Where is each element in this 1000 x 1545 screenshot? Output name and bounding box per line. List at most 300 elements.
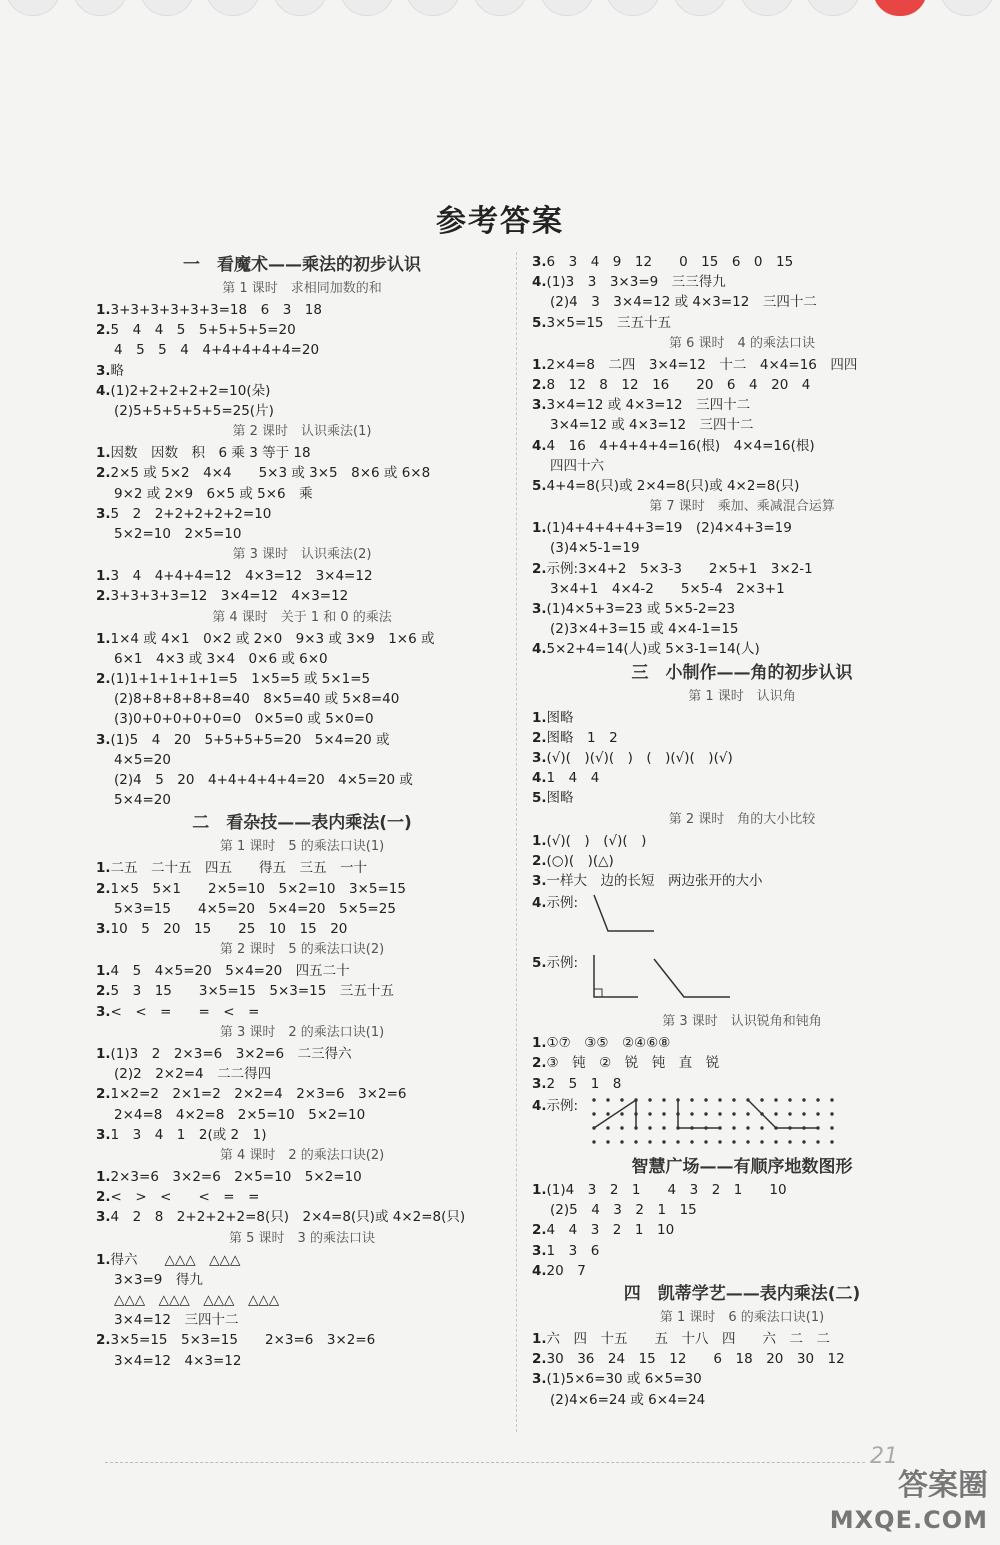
question-number: 3. <box>96 362 111 379</box>
obtuse-angle-line <box>654 959 730 997</box>
answer-text: 示例: <box>546 955 579 972</box>
tab-shape-active <box>873 0 927 16</box>
lesson-heading: 第 2 课时 5 的乘法口诀(2) <box>219 942 385 958</box>
left-column <box>96 252 508 1371</box>
answer-text: 5 4 4 5 5+5+5+5=20 <box>110 322 296 339</box>
answer-line <box>532 1261 952 1281</box>
answer-line <box>532 559 952 579</box>
answer-line <box>532 619 952 639</box>
grid-dot <box>774 1140 777 1143</box>
answer-text: (1)3 3 3×3=9 三三得九 <box>546 274 726 291</box>
answer-line <box>96 899 508 919</box>
answer-text: 得六 △△△ △△△ <box>110 1251 241 1268</box>
answer-line <box>532 1220 952 1240</box>
answer-line <box>96 361 508 381</box>
answer-text: 1×5 5×1 2×5=10 5×2=10 3×5=15 <box>110 880 406 897</box>
grid-dot <box>732 1140 735 1143</box>
answer-line <box>96 1330 508 1350</box>
answer-line <box>96 919 508 939</box>
lesson-heading: 第 5 课时 3 的乘法口诀 <box>229 1230 375 1246</box>
answer-line <box>532 375 952 395</box>
unit-heading: 智慧广场——有顺序地数图形 <box>631 1156 853 1177</box>
page-number: 21 <box>870 1444 898 1469</box>
answer-text: 4×5=20 <box>114 751 171 768</box>
question-number: 3. <box>96 1126 111 1143</box>
grid-dot <box>774 1098 777 1101</box>
grid-dot <box>634 1140 637 1143</box>
question-number: 2. <box>532 377 547 394</box>
grid-dot <box>662 1140 665 1143</box>
grid-dot <box>816 1112 819 1115</box>
question-number: 4. <box>96 382 111 399</box>
grid-dot <box>746 1140 749 1143</box>
answer-text: 示例:3×4+2 5×3-3 2×5+1 3×2-1 <box>546 560 813 577</box>
answer-text: 4 16 4+4+4+4=16(根) 4×4=16(根) <box>546 437 815 454</box>
angle-figure <box>588 951 908 1011</box>
answer-text: 1×4 或 4×1 0×2 或 2×0 9×3 或 3×9 1×6 或 <box>110 630 435 647</box>
answer-line <box>532 1390 952 1410</box>
answer-line <box>96 1187 508 1207</box>
tab-shape <box>140 0 194 16</box>
answer-line <box>532 851 952 871</box>
tab-shape <box>206 0 260 16</box>
question-number: 2. <box>96 671 111 688</box>
grid-dot <box>732 1098 735 1101</box>
grid-dot <box>690 1112 693 1115</box>
answer-text: 六 四 十五 五 十八 四 六 二 二 <box>546 1330 831 1347</box>
question-number: 5. <box>532 314 547 331</box>
grid-dot <box>802 1140 805 1143</box>
answer-text: 3×4+1 4×4-2 5×5-4 2×3+1 <box>550 580 785 597</box>
unit-heading: 三 小制作——角的初步认识 <box>631 662 853 683</box>
answer-line <box>96 629 508 649</box>
answer-text: 4 2 8 2+2+2+2=8(只) 2×4=8(只)或 4×2=8(只) <box>110 1209 466 1226</box>
grid-dot <box>592 1098 595 1101</box>
grid-dot <box>704 1112 707 1115</box>
question-number: 1. <box>96 630 111 647</box>
watermark <box>828 1460 988 1540</box>
answer-text: (1)4×5+3=23 或 5×5-2=23 <box>546 601 736 618</box>
answer-line <box>532 579 952 599</box>
answer-text: (3)0+0+0+0+0=0 0×5=0 或 5×0=0 <box>114 711 374 728</box>
tab-shape <box>6 0 60 16</box>
answer-line <box>96 586 508 606</box>
grid-dot <box>620 1098 623 1101</box>
answer-text: 4 5 4×5=20 5×4=20 四五二十 <box>110 963 350 980</box>
answer-text: 因数 因数 积 6 乘 3 等于 18 <box>110 445 311 462</box>
unit-heading: 一 看魔术——乘法的初步认识 <box>183 255 421 275</box>
grid-dot <box>690 1098 693 1101</box>
answer-text: 1×2=2 2×1=2 2×2=4 2×3=6 3×2=6 <box>110 1086 407 1103</box>
question-number: 1. <box>96 963 111 980</box>
question-number: 2. <box>532 560 547 577</box>
obtuse-angle-line <box>748 1100 818 1128</box>
answer-line <box>96 770 508 790</box>
answer-line <box>532 708 952 728</box>
question-number: 1. <box>96 1045 111 1062</box>
answer-text: 4 5 5 4 4+4+4+4+4=20 <box>114 342 320 359</box>
grid-dot <box>676 1140 679 1143</box>
answer-line <box>96 381 508 401</box>
question-number: 4. <box>532 437 547 454</box>
answer-text: (1)4+4+4+4+3=19 (2)4×4+3=19 <box>546 520 792 537</box>
grid-dot <box>718 1112 721 1115</box>
tab-shape <box>406 0 460 16</box>
answer-text: (√)( ) (√)( ) <box>546 832 647 849</box>
answer-line <box>96 879 508 899</box>
grid-dot <box>704 1098 707 1101</box>
answer-text: 6 3 4 9 12 0 15 6 0 15 <box>546 254 794 270</box>
answer-text: 1 3 6 <box>546 1242 600 1259</box>
tab-shape <box>73 0 127 16</box>
answer-text: (2)8+8+8+8+8=40 8×5=40 或 5×8=40 <box>114 691 400 708</box>
answer-line <box>532 599 952 619</box>
footer-rule <box>105 1462 865 1463</box>
answer-text: 10 5 20 15 25 10 15 20 <box>110 921 348 938</box>
page-title: 参考答案 <box>436 204 564 239</box>
answer-line <box>96 1064 508 1084</box>
answer-line <box>532 272 952 292</box>
answer-text: 示例: <box>546 895 579 912</box>
question-number: 1. <box>532 1330 547 1347</box>
unit-heading: 四 凯蒂学艺——表内乘法(二) <box>623 1283 861 1304</box>
tab-shape <box>540 0 594 16</box>
tab-shape <box>273 0 327 16</box>
unit-heading: 二 看杂技——表内乘法(一) <box>192 813 412 834</box>
answer-figure <box>532 891 952 951</box>
answer-line <box>532 748 952 768</box>
answer-text: (1)5 4 20 5+5+5+5=20 5×4=20 或 <box>110 731 390 748</box>
tab-shape <box>473 0 527 16</box>
lesson-heading: 第 3 课时 2 的乘法口诀(1) <box>219 1024 385 1040</box>
answer-line <box>532 1369 952 1389</box>
answer-line <box>532 1349 952 1369</box>
answer-line <box>96 484 508 504</box>
tab-shape <box>940 0 994 16</box>
answer-text: (1)2+2+2+2+2=10(朵) <box>110 382 271 399</box>
grid-dot <box>620 1140 623 1143</box>
acute-angle-line <box>594 1100 636 1128</box>
question-number: 2. <box>532 729 547 746</box>
question-number: 2. <box>532 852 547 869</box>
answer-line <box>96 790 508 810</box>
answer-text: (2)3×4+3=15 或 4×4-1=15 <box>550 621 739 638</box>
grid-dot <box>830 1112 833 1115</box>
question-number: 1. <box>532 1035 547 1052</box>
answer-text: (○)( )(△) <box>546 852 614 869</box>
grid-dot <box>788 1098 791 1101</box>
answer-text: 略 <box>110 362 125 379</box>
answer-line <box>96 566 508 586</box>
answer-line <box>532 395 952 415</box>
lesson-heading: 第 6 课时 4 的乘法口诀 <box>669 335 815 351</box>
answer-text: 20 7 <box>546 1262 586 1279</box>
question-number: 5. <box>532 955 547 972</box>
answer-line <box>96 340 508 360</box>
grid-dot <box>704 1140 707 1143</box>
grid-dot <box>606 1098 609 1101</box>
answer-text: ①⑦ ③⑤ ②④⑥⑧ <box>546 1035 671 1052</box>
question-number: 2. <box>96 588 111 605</box>
grid-dot <box>760 1140 763 1143</box>
question-number: 1. <box>96 1251 111 1268</box>
question-number: 1. <box>96 302 111 318</box>
question-number: 3. <box>96 1209 111 1226</box>
answer-line <box>96 649 508 669</box>
answer-line <box>532 1074 952 1094</box>
right-column <box>532 252 952 1410</box>
answer-line <box>532 415 952 435</box>
question-number: 4. <box>532 895 547 912</box>
answer-text: 30 36 24 15 12 6 18 20 30 12 <box>546 1351 845 1368</box>
answer-text: (2)4×6=24 或 6×4=24 <box>550 1391 706 1408</box>
question-number: 3. <box>532 397 547 414</box>
answer-text: 3 4 4+4+4=12 4×3=12 3×4=12 <box>110 568 373 585</box>
answer-line <box>96 524 508 544</box>
answer-text: 示例: <box>546 1097 579 1114</box>
question-number: 2. <box>96 983 111 1000</box>
question-number: 2. <box>96 1332 111 1349</box>
answer-line <box>532 1033 952 1053</box>
grid-dot <box>732 1112 735 1115</box>
answer-text: 1 3 4 1 2(或 2 1) <box>110 1126 267 1143</box>
answer-line <box>532 831 952 851</box>
question-number: 3. <box>96 921 111 938</box>
question-number: 1. <box>96 860 111 877</box>
answer-text: 3×3=9 得九 <box>114 1271 203 1288</box>
lesson-heading: 第 1 课时 6 的乘法口诀(1) <box>659 1309 825 1325</box>
question-number: 1. <box>532 709 547 726</box>
question-number: 4. <box>532 770 547 787</box>
answer-text: 6×1 4×3 或 3×4 0×6 或 6×0 <box>114 650 328 667</box>
lesson-heading: 第 1 课时 求相同加数的和 <box>222 281 382 296</box>
answer-text: 3×4=12 或 4×3=12 三四十二 <box>550 417 754 434</box>
answer-line <box>532 639 952 659</box>
angle-figure <box>588 891 908 951</box>
answer-line <box>96 1105 508 1125</box>
answer-text: (2)4 3 3×4=12 或 4×3=12 三四十二 <box>550 294 817 311</box>
tab-shape <box>340 0 394 16</box>
answer-line <box>96 1002 508 1022</box>
grid-dot <box>746 1126 749 1129</box>
answer-line <box>96 689 508 709</box>
answer-text: (1)1+1+1+1+1=5 1×5=5 或 5×1=5 <box>110 671 371 688</box>
answer-line <box>96 1084 508 1104</box>
answer-text: 1 4 4 <box>546 770 600 787</box>
answer-text: 3×4=12 三四十二 <box>114 1312 239 1329</box>
question-number: 1. <box>96 1168 111 1185</box>
answer-line <box>96 961 508 981</box>
grid-dot <box>606 1112 609 1115</box>
answer-line <box>532 355 952 375</box>
lesson-heading: 第 2 课时 认识乘法(1) <box>232 424 372 440</box>
answer-line <box>532 788 952 808</box>
answer-text: 四四十六 <box>550 457 604 474</box>
answer-line <box>96 1290 508 1310</box>
answer-line <box>532 1200 952 1220</box>
answer-line <box>96 730 508 750</box>
answer-text: 5×2=10 2×5=10 <box>114 526 242 543</box>
question-number: 3. <box>96 1003 111 1020</box>
answer-text: △△△ △△△ △△△ △△△ <box>114 1291 280 1308</box>
question-number: 1. <box>532 520 547 537</box>
answer-line <box>96 1270 508 1290</box>
answer-line <box>532 871 952 891</box>
answer-line <box>532 313 952 333</box>
grid-dot <box>774 1112 777 1115</box>
answer-text: (2)5+5+5+5+5=25(片) <box>114 403 274 420</box>
answer-text: 5 2 2+2+2+2+2=10 <box>110 505 272 522</box>
question-number: 2. <box>532 1055 547 1072</box>
answer-line <box>532 1241 952 1261</box>
tab-shape <box>673 0 727 16</box>
grid-dot <box>606 1126 609 1129</box>
grid-dot <box>746 1112 749 1115</box>
lesson-heading: 第 3 课时 认识乘法(2) <box>232 547 372 563</box>
answer-text: (2)4 5 20 4+4+4+4+4=20 4×5=20 或 <box>114 772 413 789</box>
column-divider <box>516 252 517 1432</box>
answer-line <box>532 538 952 558</box>
grid-dot <box>690 1140 693 1143</box>
answer-line <box>532 893 578 913</box>
question-number: 3. <box>532 601 547 618</box>
grid-dot <box>648 1126 651 1129</box>
right-angle-line <box>678 1100 720 1128</box>
answer-text: 2×4=8 二四 3×4=12 十二 4×4=16 四四 <box>546 356 858 373</box>
question-number: 3. <box>96 731 111 748</box>
right-angle-mark <box>594 989 602 997</box>
answer-text: (√)( )(√)( ) ( )(√)( )(√) <box>546 750 733 767</box>
grid-dot <box>592 1140 595 1143</box>
question-number: 4. <box>532 1262 547 1279</box>
answer-text: 3×5=15 三五十五 <box>546 314 672 331</box>
question-number: 1. <box>96 568 111 585</box>
lesson-heading: 第 4 课时 关于 1 和 0 的乘法 <box>212 609 392 625</box>
answer-line <box>532 436 952 456</box>
answer-text: 2×3=6 3×2=6 2×5=10 5×2=10 <box>110 1168 362 1185</box>
answer-line <box>96 981 508 1001</box>
lesson-heading: 第 3 课时 认识锐角和钝角 <box>662 1014 822 1030</box>
answer-text: < > < < = = <box>110 1189 260 1206</box>
answer-line <box>532 292 952 312</box>
question-number: 2. <box>532 1351 547 1368</box>
tab-shape <box>806 0 860 16</box>
answer-text: 8 12 8 12 16 20 6 4 20 4 <box>546 377 811 394</box>
answer-text: (2)5 4 3 2 1 15 <box>550 1202 697 1219</box>
answer-text: < < = = < = <box>110 1003 260 1020</box>
grid-dot <box>830 1098 833 1101</box>
grid-dot <box>760 1098 763 1101</box>
question-number: 2. <box>96 880 111 897</box>
answer-line <box>96 858 508 878</box>
answer-line <box>96 1207 508 1227</box>
answer-text: (1)3 2 2×3=6 3×2=6 二三得六 <box>110 1045 352 1062</box>
answer-line <box>532 953 578 973</box>
answer-line <box>96 401 508 421</box>
answer-figure <box>532 951 952 1011</box>
tab-shape <box>740 0 794 16</box>
answer-line <box>96 504 508 524</box>
watermark-url: MXQE.COM <box>829 1506 988 1534</box>
grid-dot <box>788 1112 791 1115</box>
question-number: 2. <box>96 1189 111 1206</box>
answer-line <box>532 768 952 788</box>
question-number: 4. <box>532 274 547 291</box>
grid-dot <box>802 1098 805 1101</box>
angle-figure <box>588 1094 908 1154</box>
answer-line <box>96 443 508 463</box>
answer-text: (1)5×6=30 或 6×5=30 <box>546 1371 702 1388</box>
grid-dot <box>718 1140 721 1143</box>
answer-line <box>532 456 952 476</box>
answer-text: 二五 二十五 四五 得五 三五 一十 <box>110 860 368 877</box>
grid-dot <box>648 1098 651 1101</box>
answer-line <box>96 1310 508 1330</box>
question-number: 1. <box>96 445 111 462</box>
answer-text: 图略 <box>546 790 574 807</box>
lesson-heading: 第 4 课时 2 的乘法口诀(2) <box>219 1147 385 1163</box>
answer-text: (3)4×5-1=19 <box>550 540 640 557</box>
answer-line <box>532 476 952 496</box>
grid-dot <box>662 1098 665 1101</box>
question-number: 5. <box>532 478 547 495</box>
question-number: 3. <box>532 1371 547 1388</box>
answer-line <box>532 1329 952 1349</box>
answer-text: (1)4 3 2 1 4 3 2 1 10 <box>546 1181 787 1198</box>
answer-text: 图略 1 2 <box>546 729 618 746</box>
answer-line <box>96 1250 508 1270</box>
answer-line <box>96 1044 508 1064</box>
answer-text: 3+3+3+3=12 3×4=12 4×3=12 <box>110 588 349 605</box>
grid-dot <box>662 1112 665 1115</box>
question-number: 3. <box>532 873 547 890</box>
grid-dot <box>816 1140 819 1143</box>
grid-dot <box>592 1112 595 1115</box>
grid-dot <box>718 1098 721 1101</box>
answer-text: 2×5 或 5×2 4×4 5×3 或 3×5 8×6 或 6×8 <box>110 465 431 482</box>
answer-line <box>532 728 952 748</box>
answer-text: ③ 钝 ② 锐 钝 直 锐 <box>546 1055 720 1072</box>
grid-dot <box>760 1126 763 1129</box>
answer-line <box>532 252 952 272</box>
answer-text: 一样大 边的长短 两边张开的大小 <box>546 873 763 890</box>
answer-text: (2)2 2×2=4 二二得四 <box>114 1066 272 1083</box>
answer-line <box>532 518 952 538</box>
answer-figure <box>532 1094 952 1154</box>
question-number: 2. <box>96 465 111 482</box>
answer-line <box>532 1180 952 1200</box>
grid-dot <box>732 1126 735 1129</box>
grid-dot <box>620 1112 623 1115</box>
grid-dot <box>802 1112 805 1115</box>
grid-dot <box>620 1126 623 1129</box>
lesson-heading: 第 7 课时 乘加、乘减混合运算 <box>649 499 835 515</box>
answer-text: 3×4=12 4×3=12 <box>114 1352 242 1369</box>
answer-line <box>96 750 508 770</box>
question-number: 2. <box>96 1086 111 1103</box>
grid-dot <box>788 1140 791 1143</box>
answer-line <box>96 709 508 729</box>
grid-dot <box>830 1140 833 1143</box>
question-number: 1. <box>532 1181 547 1198</box>
answer-text: 9×2 或 2×9 6×5 或 5×6 乘 <box>114 485 313 502</box>
grid-dot <box>648 1112 651 1115</box>
top-tab-strip <box>0 0 1000 16</box>
lesson-heading: 第 1 课时 认识角 <box>688 688 796 704</box>
question-number: 4. <box>532 1097 547 1114</box>
answer-line <box>96 1351 508 1371</box>
question-number: 1. <box>532 832 547 849</box>
